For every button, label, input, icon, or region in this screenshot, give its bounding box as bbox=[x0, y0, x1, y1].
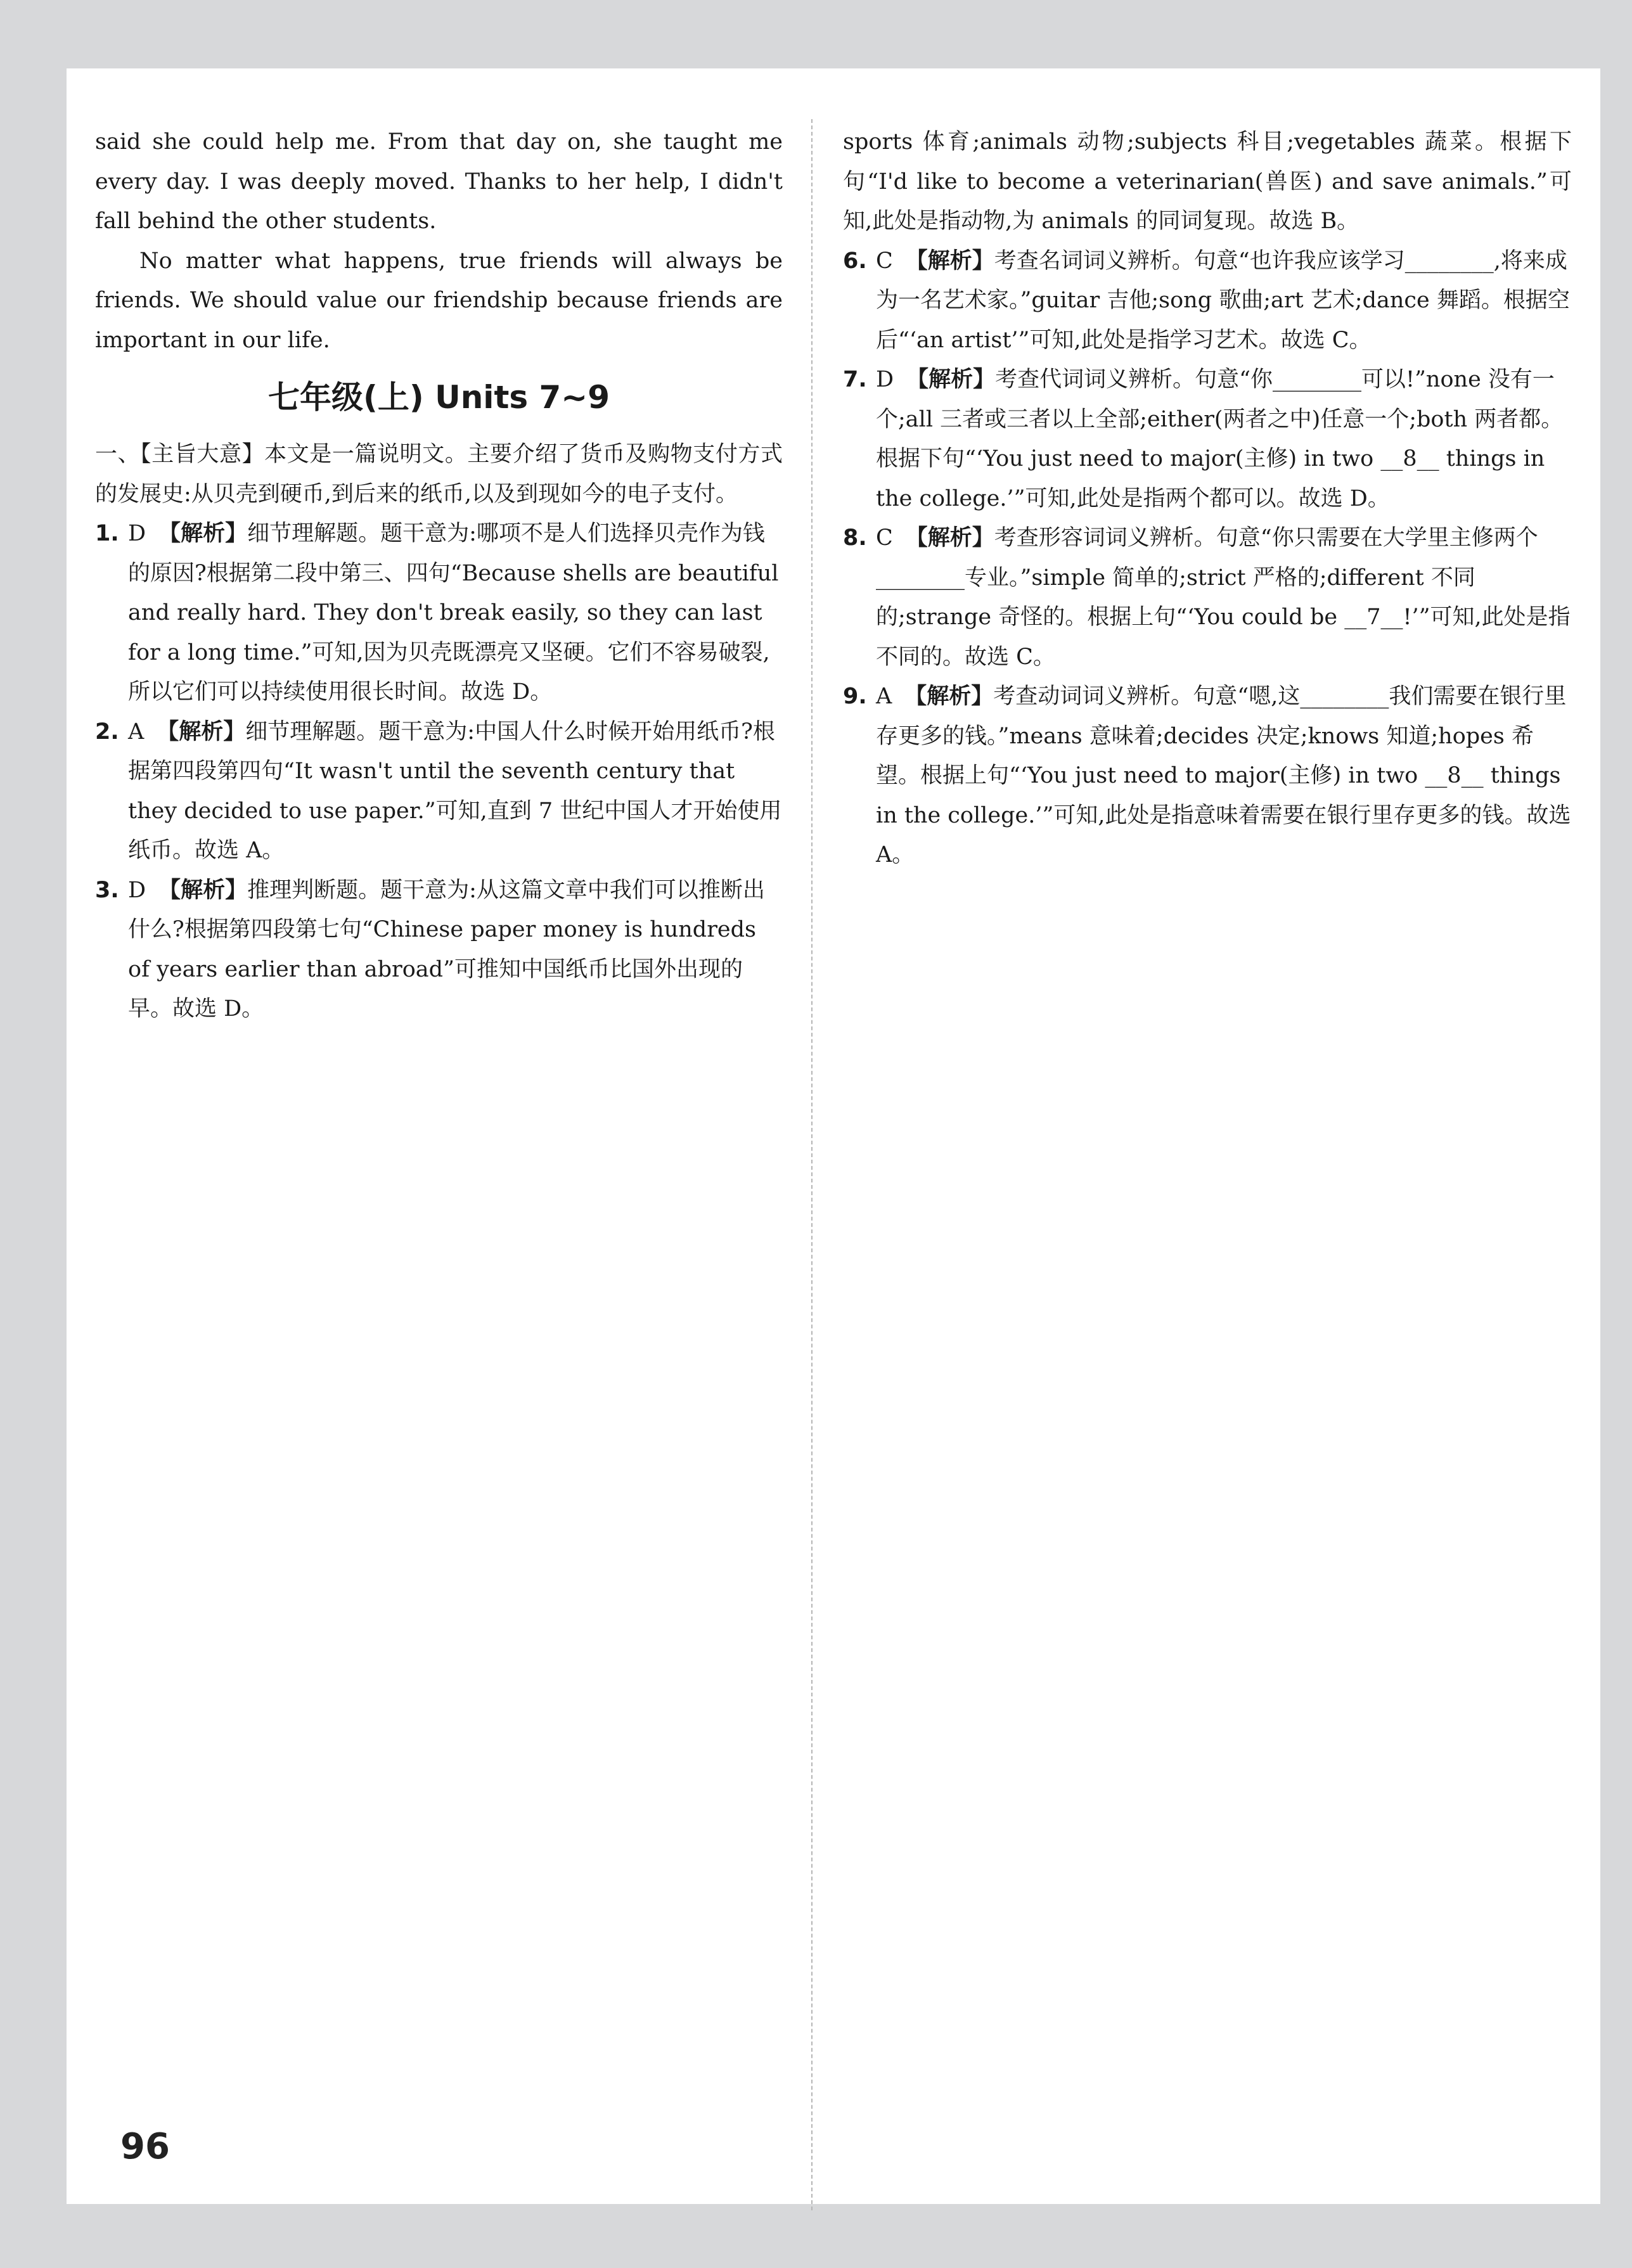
answer-letter: A bbox=[876, 684, 892, 709]
answer-letter: D bbox=[128, 521, 146, 546]
answer-letter: C bbox=[876, 525, 893, 551]
section-title: 七年级(上) Units 7~9 bbox=[268, 379, 610, 416]
analysis-text: 细节理解题。题干意为:中国人什么时候开始用纸币?根据第四段第四句“It wasn't until the seventh century that they decided to use paper.”可知,直到 7 世纪中国人才开始使用纸币。故选 A。 bbox=[128, 719, 782, 863]
item-number: 3. bbox=[95, 877, 119, 903]
analysis-text: 考查形容词词义辨析。句意“你只需要在大学里主修两个________专业。”simple 简单的;strict 严格的;different 不同的;strange 奇怪的。根据上句“‘You could be __7__!’”可知,此处是指不同的。故选 C。 bbox=[876, 525, 1571, 670]
analysis-tag: 【解析】 bbox=[158, 521, 248, 546]
item-number: 9. bbox=[843, 684, 867, 709]
analysis-text: 推理判断题。题干意为:从这篇文章中我们可以推断出什么?根据第四段第七句“Chinese paper money is hundreds of years earlier than abroad”可推知中国纸币比国外出现的早。故选 D。 bbox=[128, 877, 765, 1022]
passage-paragraph: said she could help me. From that day on, she taught me every day. I was deeply moved. Thanks to her help, I didn't fall behind the other students. bbox=[95, 129, 783, 234]
item-number: 7. bbox=[843, 367, 867, 392]
analysis-text: 考查动词词义辨析。句意“嗯,这________我们需要在银行里存更多的钱。”means 意味着;decides 决定;knows 知道;hopes 希望。根据上句“‘You just need to major(主修) in two __8__ things in the college.’”可知,此处是指意味着需要在银行里存更多的钱。故选 A。 bbox=[876, 684, 1571, 868]
item-number: 1. bbox=[95, 521, 119, 546]
left-column bbox=[95, 122, 783, 1029]
page-number: 96 bbox=[120, 2126, 170, 2167]
section-heading: 一、【主旨大意】本文是一篇说明文。主要介绍了货币及购物支付方式的发展史:从贝壳到硬币,到后来的纸币,以及到现如今的电子支付。 bbox=[95, 442, 783, 507]
analysis-tag: 【解析】 bbox=[905, 525, 994, 551]
answer-continuation: sports 体育;animals 动物;subjects 科目;vegetables 蔬菜。根据下句“I'd like to become a veterinarian(兽医) and save animals.”可知,此处是指动物,为 animals 的同词复现。故选 B。 bbox=[843, 129, 1572, 234]
analysis-tag: 【解析】 bbox=[158, 877, 248, 903]
answer-item bbox=[843, 360, 1572, 518]
analysis-tag: 【解析】 bbox=[905, 248, 994, 274]
passage-paragraph: No matter what happens, true friends will always be friends. We should value our friendship because friends are important in our life. bbox=[95, 248, 783, 353]
analysis-tag: 【解析】 bbox=[904, 684, 994, 709]
analysis-tag: 【解析】 bbox=[906, 367, 996, 392]
page-sheet bbox=[67, 68, 1600, 2204]
answer-item bbox=[95, 871, 783, 1029]
analysis-text: 考查名词词义辨析。句意“也许我应该学习________,将来成为一名艺术家。”guitar 吉他;song 歌曲;art 艺术;dance 舞蹈。根据空后“‘an artist’”可知,此处是指学习艺术。故选 C。 bbox=[876, 248, 1570, 353]
item-number: 2. bbox=[95, 719, 119, 745]
analysis-text: 细节理解题。题干意为:哪项不是人们选择贝壳作为钱的原因?根据第二段中第三、四句“Because shells are beautiful and really hard. They don't break easily, so they can last for a long time.”可知,因为贝壳既漂亮又坚硬。它们不容易破裂,所以它们可以持续使用很长时间。故选 D。 bbox=[128, 521, 779, 705]
answer-item bbox=[843, 241, 1572, 361]
item-number: 6. bbox=[843, 248, 867, 274]
answer-letter: D bbox=[128, 877, 146, 903]
answer-item bbox=[843, 677, 1572, 875]
answer-item bbox=[95, 712, 783, 871]
item-number: 8. bbox=[843, 525, 867, 551]
analysis-text: 考查代词词义辨析。句意“你________可以!”none 没有一个;all 三者或三者以上全部;either(两者之中)任意一个;both 两者都。根据下句“‘You just need to major(主修) in two __8__ things in the college.’”可知,此处是指两个都可以。故选 D。 bbox=[876, 367, 1564, 511]
column-divider bbox=[811, 119, 813, 2210]
answer-letter: A bbox=[128, 719, 145, 745]
answer-item bbox=[95, 514, 783, 712]
answer-item bbox=[843, 518, 1572, 677]
answer-letter: D bbox=[876, 367, 894, 392]
answer-letter: C bbox=[876, 248, 893, 274]
right-column bbox=[843, 122, 1572, 875]
analysis-tag: 【解析】 bbox=[157, 719, 246, 745]
